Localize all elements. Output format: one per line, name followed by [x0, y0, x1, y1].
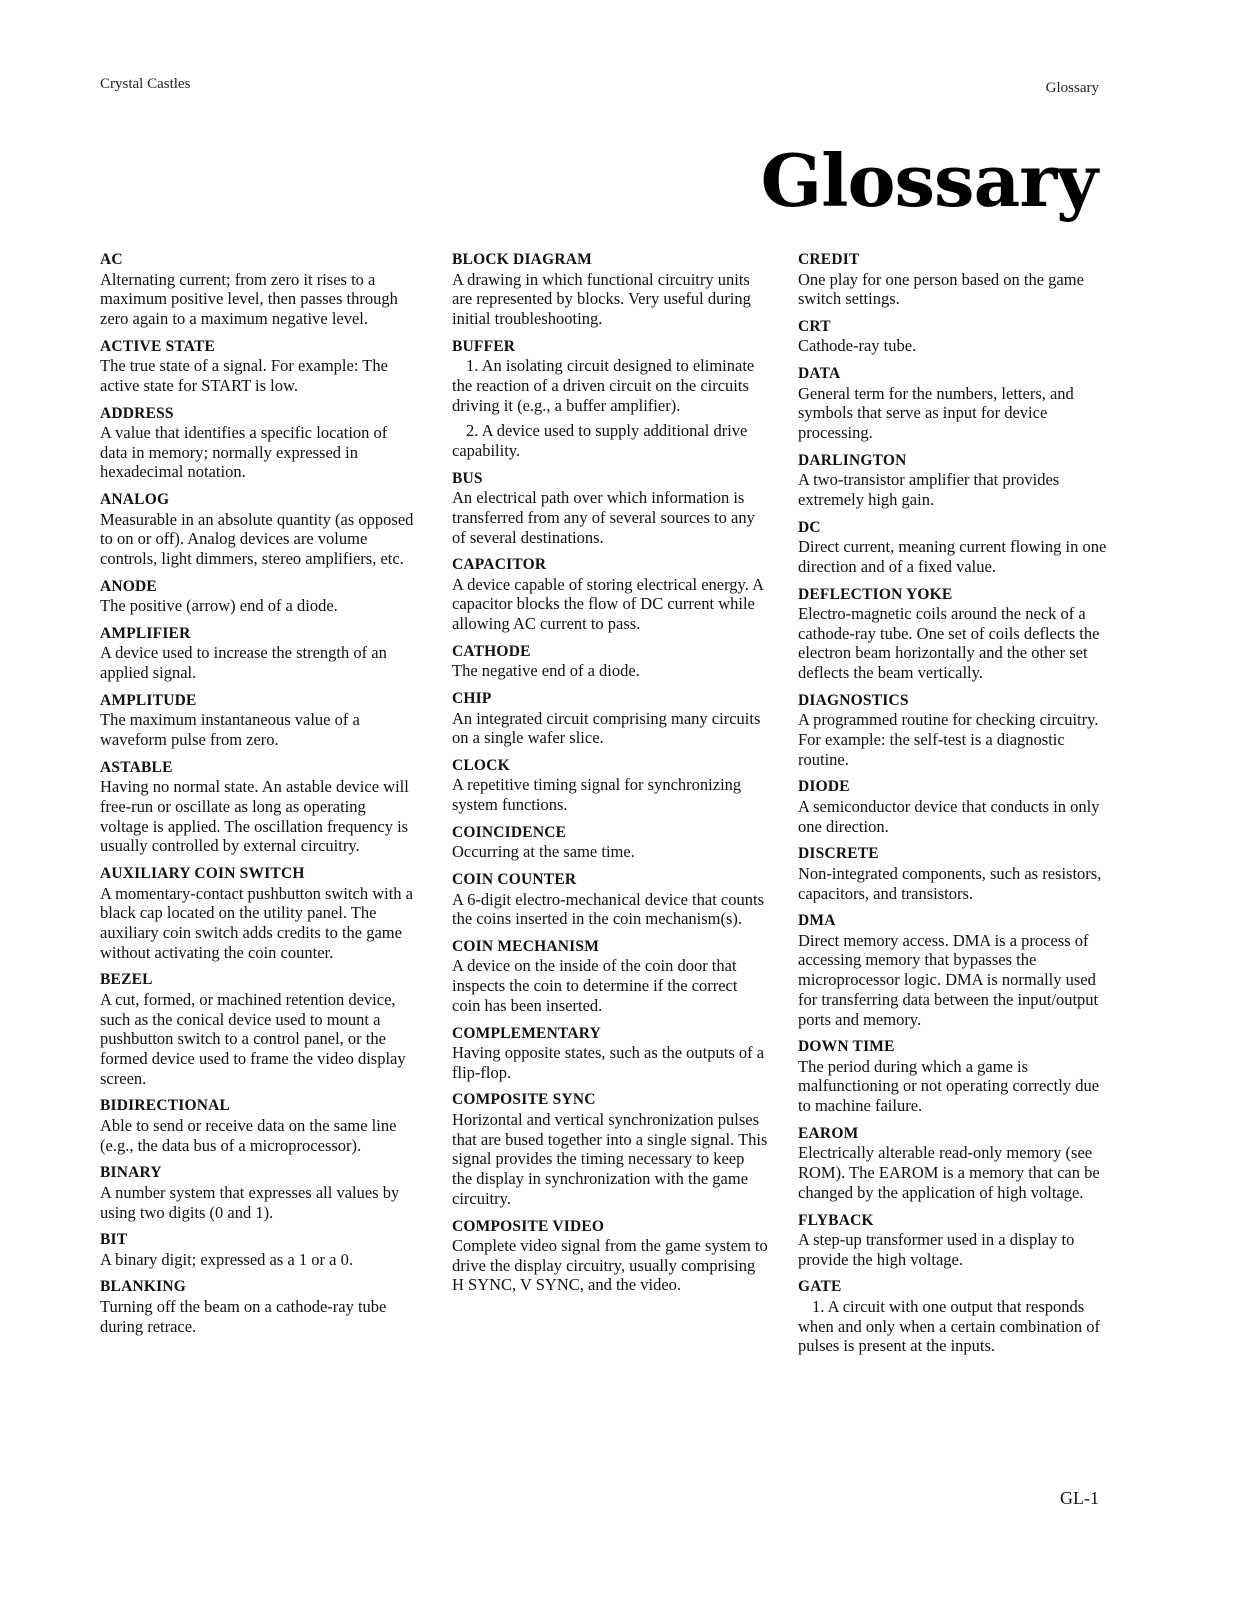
glossary-entry: [100, 490, 415, 569]
glossary-term: ANALOG: [100, 491, 170, 509]
glossary-definition: Direct memory access. DMA is a process of accessing memory that bypasses the microprocessor logic. DMA is normally used for transferring data between the input/output ports and memory.: [798, 930, 1099, 1029]
glossary-definition: The negative end of a diode.: [452, 661, 640, 681]
glossary-entry: [452, 1024, 768, 1083]
glossary-definition: A number system that expresses all values by using two digits (0 and 1).: [100, 1182, 400, 1222]
glossary-entry: [100, 577, 415, 616]
glossary-column-1: [100, 250, 415, 1344]
glossary-definition: The period during which a game is malfunctioning or not operating correctly due to machine failure.: [798, 1056, 1100, 1116]
glossary-term: CREDIT: [798, 251, 860, 268]
glossary-definition: 2. A device used to supply additional drive capability.: [452, 421, 748, 460]
glossary-term: BINARY: [100, 1164, 162, 1182]
glossary-entry: [798, 364, 1108, 443]
glossary-definition: A cut, formed, or machined retention device, such as the conical device used to mount a pushbutton switch to a control panel, or the formed device used to frame the video display screen.: [100, 989, 406, 1088]
glossary-term: AMPLITUDE: [100, 691, 197, 709]
glossary-term: DC: [798, 518, 821, 536]
glossary-entry: [100, 1096, 415, 1155]
glossary-definition: 1. A circuit with one output that responds when and only when a certain combination of pulses is present at the inputs.: [798, 1296, 1100, 1356]
glossary-definition: A binary digit; expressed as a 1 or a 0.: [100, 1249, 353, 1269]
glossary-entry: [798, 691, 1108, 770]
glossary-entry: [452, 870, 768, 929]
glossary-definition: Turning off the beam on a cathode-ray tube during retrace.: [100, 1296, 387, 1336]
glossary-term: BLOCK DIAGRAM: [452, 251, 592, 268]
glossary-entry: [798, 1037, 1108, 1116]
glossary-definition: A repetitive timing signal for synchronizing system functions.: [452, 775, 742, 815]
glossary-entry: [798, 250, 1108, 309]
glossary-definition: Horizontal and vertical synchronization pulses that are bused together into a single signal. This signal provides the timing necessary to keep the display in synchronization with the game circuitry.: [452, 1109, 768, 1208]
glossary-entry: [100, 250, 415, 329]
glossary-entry: [100, 337, 415, 396]
glossary-definition: A step-up transformer used in a display to provide the high voltage.: [798, 1230, 1075, 1269]
glossary-definition: Electro-magnetic coils around the neck of a cathode-ray tube. One set of coils deflects the electron beam horizontally and the other set deflects the beam vertically.: [798, 604, 1100, 683]
glossary-definition: Cathode-ray tube.: [798, 336, 917, 356]
glossary-term: DIODE: [798, 778, 850, 796]
glossary-definition: Direct current, meaning current flowing in one direction and of a fixed value.: [798, 537, 1107, 576]
glossary-definition: A drawing in which functional circuitry units are represented by blocks. Very useful during initial troubleshooting.: [452, 269, 751, 328]
glossary-definition: The positive (arrow) end of a diode.: [100, 596, 338, 616]
glossary-term: COIN COUNTER: [452, 871, 577, 889]
glossary-entry: [100, 624, 415, 683]
glossary-term: CLOCK: [452, 756, 510, 774]
glossary-column-2: [452, 250, 768, 1303]
glossary-term: DIAGNOSTICS: [798, 691, 909, 709]
glossary-term: EAROM: [798, 1124, 859, 1142]
glossary-term: COMPOSITE VIDEO: [452, 1217, 605, 1235]
glossary-term: CATHODE: [452, 642, 531, 660]
glossary-definition: An integrated circuit comprising many circuits on a single wafer slice.: [452, 708, 761, 748]
glossary-definition: A momentary-contact pushbutton switch with a black cap located on the utility panel. The auxiliary coin switch adds credits to the game without activating the coin counter.: [100, 883, 413, 962]
glossary-entry: [798, 518, 1108, 577]
glossary-term: AUXILIARY COIN SWITCH: [100, 865, 305, 883]
glossary-term: BUS: [452, 469, 483, 487]
glossary-entry: [100, 864, 415, 962]
glossary-definition: Occurring at the same time.: [452, 842, 635, 862]
glossary-definition: Able to send or receive data on the same line (e.g., the data bus of a microprocessor).: [100, 1115, 397, 1155]
glossary-entry: [798, 1277, 1108, 1356]
glossary-term: CHIP: [452, 690, 492, 708]
glossary-entry: [798, 1211, 1108, 1270]
glossary-term: CRT: [798, 317, 831, 335]
glossary-entry: [100, 404, 415, 483]
glossary-definition: A device capable of storing electrical energy. A capacitor blocks the flow of DC current while allowing AC current to pass.: [452, 574, 764, 634]
glossary-entry: [798, 911, 1108, 1029]
glossary-definition: An electrical path over which information is transferred from any of several sources to any of several destinations.: [452, 488, 755, 547]
glossary-term: DOWN TIME: [798, 1038, 895, 1056]
glossary-definition: Measurable in an absolute quantity (as opposed to on or off). Analog devices are volume controls, light dimmers, stereo amplifiers, etc.: [100, 509, 414, 569]
glossary-entry: [452, 937, 768, 1016]
glossary-definition: A two-transistor amplifier that provides extremely high gain.: [798, 470, 1060, 509]
glossary-term: COMPOSITE SYNC: [452, 1091, 596, 1109]
glossary-entry: [100, 758, 415, 856]
glossary-definition: Alternating current; from zero it rises to a maximum positive level, then passes through zero again to a maximum negative level.: [100, 269, 398, 328]
glossary-entry: [100, 1163, 415, 1222]
glossary-definition: Having opposite states, such as the outputs of a flip-flop.: [452, 1043, 765, 1082]
glossary-entry: [452, 756, 768, 815]
glossary-term: DMA: [798, 912, 836, 930]
glossary-entry: [452, 250, 768, 329]
glossary-entry: [798, 1124, 1108, 1203]
glossary-term: COMPLEMENTARY: [452, 1024, 602, 1042]
glossary-definition: The maximum instantaneous value of a waveform pulse from zero.: [100, 710, 360, 750]
glossary-definition: Having no normal state. An astable device will free-run or oscillate as long as operating voltage is applied. The oscillation frequency is usually controlled by external circuitry.: [100, 777, 409, 856]
glossary-term: CAPACITOR: [452, 556, 547, 574]
glossary-entry: [798, 777, 1108, 836]
glossary-definition: 1. An isolating circuit designed to eliminate the reaction of a driven circuit on the circuits driving it (e.g., a buffer amplifier).: [452, 356, 755, 415]
glossary-term: BIT: [100, 1231, 128, 1249]
glossary-term: FLYBACK: [798, 1211, 874, 1229]
glossary-definition: One play for one person based on the game switch settings.: [798, 269, 1084, 309]
glossary-term: AC: [100, 251, 123, 268]
glossary-entry: [798, 317, 1108, 356]
glossary-definition: A device used to increase the strength of an applied signal.: [100, 643, 387, 683]
glossary-term: ACTIVE STATE: [100, 337, 216, 355]
glossary-term: DARLINGTON: [798, 451, 907, 469]
glossary-term: DEFLECTION YOKE: [798, 585, 953, 603]
running-header-left: Crystal Castles: [100, 76, 191, 92]
page-number: GL-1: [1060, 1488, 1099, 1508]
glossary-entry: [100, 970, 415, 1088]
glossary-term: COINCIDENCE: [452, 823, 567, 841]
glossary-term: ANODE: [100, 577, 157, 595]
glossary-definition: Non-integrated components, such as resistors, capacitors, and transistors.: [798, 863, 1102, 903]
running-header-right: Glossary: [1045, 80, 1099, 96]
glossary-entry: [798, 585, 1108, 683]
glossary-entry: [100, 691, 415, 750]
glossary-term: BIDIRECTIONAL: [100, 1097, 231, 1115]
glossary-definition: The true state of a signal. For example: The active state for START is low.: [100, 356, 388, 395]
glossary-definition: Complete video signal from the game system to drive the display circuitry, usually comprising H SYNC, V SYNC, and the video.: [452, 1236, 768, 1295]
glossary-term: COIN MECHANISM: [452, 937, 600, 955]
glossary-entry: [452, 689, 768, 748]
glossary-definition: A programmed routine for checking circuitry. For example: the self-test is a diagnostic routine.: [798, 710, 1099, 769]
glossary-entry: [452, 555, 768, 634]
glossary-definition: A device on the inside of the coin door that inspects the coin to determine if the correct coin has been inserted.: [452, 956, 738, 1015]
glossary-entry: [452, 337, 768, 461]
glossary-definition: A value that identifies a specific location of data in memory; normally expressed in hexadecimal notation.: [100, 423, 388, 482]
glossary-entry: [452, 642, 768, 681]
glossary-definition: Electrically alterable read-only memory (see ROM). The EAROM is a memory that can be changed by the application of high voltage.: [798, 1143, 1100, 1202]
glossary-term: GATE: [798, 1278, 842, 1296]
glossary-term: BEZEL: [100, 971, 153, 989]
glossary-entry: [798, 451, 1108, 510]
glossary-term: BUFFER: [452, 337, 516, 355]
glossary-column-3: [798, 250, 1108, 1364]
glossary-entry: [452, 469, 768, 548]
glossary-definition: A semiconductor device that conducts in only one direction.: [798, 796, 1100, 836]
glossary-entry: [452, 823, 768, 862]
glossary-definition: A 6-digit electro-mechanical device that counts the coins inserted in the coin mechanism(s).: [452, 889, 765, 929]
glossary-entry: [100, 1230, 415, 1269]
glossary-entry: [452, 1217, 768, 1296]
glossary-term: AMPLIFIER: [100, 624, 191, 642]
glossary-term: BLANKING: [100, 1278, 187, 1296]
glossary-term: DISCRETE: [798, 845, 879, 863]
glossary-term: ADDRESS: [100, 404, 174, 422]
glossary-definition: General term for the numbers, letters, and symbols that serve as input for device processing.: [798, 383, 1074, 443]
glossary-term: ASTABLE: [100, 758, 173, 776]
glossary-entry: [100, 1277, 415, 1336]
glossary-entry: [798, 844, 1108, 903]
glossary-term: DATA: [798, 365, 841, 383]
page-title: Glossary: [760, 138, 1097, 223]
glossary-entry: [452, 1090, 768, 1208]
